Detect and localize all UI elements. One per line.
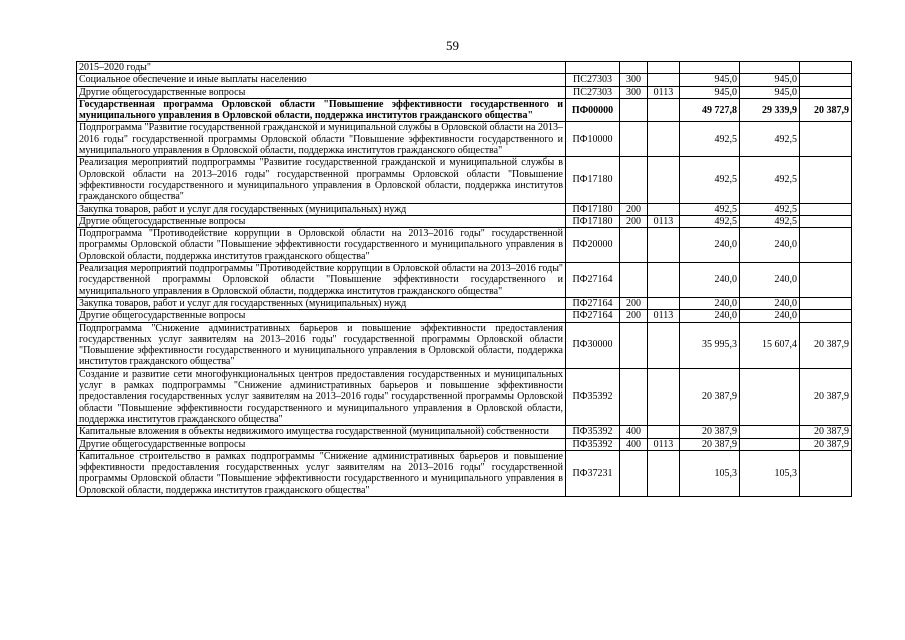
section-code <box>648 228 680 263</box>
row-name: Социальное обеспечение и иные выплаты населению <box>77 74 566 86</box>
row-name: Реализация мероприятий подпрограммы "Развитие государственной гражданской и муниципальной службы в Орловской области на 2013–2016 годы" государственной программы Орловской области "Повышение эффективности государственного и муниципального управления в Орловской области, поддержка институтов гражданского общества" <box>77 157 566 203</box>
amount-total: 20 387,9 <box>680 438 740 450</box>
table-row <box>77 86 852 98</box>
amount-total: 492,5 <box>680 122 740 157</box>
amount-total: 240,0 <box>680 297 740 309</box>
amount-regional: 492,5 <box>740 203 800 215</box>
table-row <box>77 297 852 309</box>
expense-type: 200 <box>620 203 648 215</box>
amount-federal <box>800 263 852 298</box>
section-code <box>648 368 680 425</box>
amount-regional: 240,0 <box>740 310 800 322</box>
target-code: ПФ20000 <box>566 228 620 263</box>
table-row <box>77 438 852 450</box>
amount-federal: 20 387,9 <box>800 322 852 368</box>
table-row <box>77 215 852 227</box>
section-code <box>648 263 680 298</box>
amount-total: 945,0 <box>680 86 740 98</box>
target-code: ПФ30000 <box>566 322 620 368</box>
amount-federal: 20 387,9 <box>800 368 852 425</box>
row-name: Капитальные вложения в объекты недвижимого имущества государственной (муниципальной) собственности <box>77 426 566 438</box>
target-code: ПФ37231 <box>566 450 620 496</box>
amount-federal <box>800 228 852 263</box>
target-code: ПФ17180 <box>566 203 620 215</box>
amount-federal <box>800 86 852 98</box>
row-name: Реализация мероприятий подпрограммы "Противодействие коррупции в Орловской области на 2013–2016 годы" государственной программы Орловской области "Повышение эффективности государственного и муниципального управления в Орловской области, поддержка институтов гражданского общества" <box>77 263 566 298</box>
target-code: ПФ27164 <box>566 310 620 322</box>
amount-federal <box>800 122 852 157</box>
amount-federal <box>800 450 852 496</box>
row-name: Закупка товаров, работ и услуг для государственных (муниципальных) нужд <box>77 203 566 215</box>
amount-federal: 20 387,9 <box>800 426 852 438</box>
expense-type <box>620 263 648 298</box>
table-row <box>77 450 852 496</box>
amount-regional: 240,0 <box>740 228 800 263</box>
section-code <box>648 203 680 215</box>
target-code: ПФ27164 <box>566 297 620 309</box>
row-name: Закупка товаров, работ и услуг для государственных (муниципальных) нужд <box>77 297 566 309</box>
target-code: ПФ17180 <box>566 157 620 203</box>
row-name: Создание и развитие сети многофункциональных центров предоставления государственных и муниципальных услуг в рамках подпрограммы "Снижение административных барьеров и повышение эффективности предоставления государственных услуг заявителям на 2013–2016 годы" государственной программы Орловской области "Повышение эффективности государственного и муниципального управления в Орловской области, поддержка институтов гражданского общества" <box>77 368 566 425</box>
amount-total: 20 387,9 <box>680 368 740 425</box>
row-name: Подпрограмма "Противодействие коррупции в Орловской области на 2013–2016 годы" государственной программы Орловской области "Повышение эффективности государственного и муниципального управления в Орловской области, поддержка институтов гражданского общества" <box>77 228 566 263</box>
amount-total: 240,0 <box>680 310 740 322</box>
amount-regional: 29 339,9 <box>740 98 800 122</box>
table-row <box>77 263 852 298</box>
amount-regional: 492,5 <box>740 215 800 227</box>
expense-type <box>620 98 648 122</box>
row-name: 2015–2020 годы" <box>77 62 566 74</box>
table-row <box>77 98 852 122</box>
row-name: Другие общегосударственные вопросы <box>77 215 566 227</box>
expense-type: 300 <box>620 74 648 86</box>
row-name: Подпрограмма "Снижение административных барьеров и повышение эффективности предоставления государственных услуг заявителям на 2013–2016 годы" государственной программы Орловской области "Повышение эффективности государственного и муниципального управления в Орловской области, поддержка институтов гражданского общества" <box>77 322 566 368</box>
table-row <box>77 122 852 157</box>
target-code: ПФ27164 <box>566 263 620 298</box>
target-code: ПФ35392 <box>566 438 620 450</box>
amount-federal: 20 387,9 <box>800 438 852 450</box>
expense-type: 300 <box>620 86 648 98</box>
table-body <box>77 62 852 497</box>
expense-type <box>620 322 648 368</box>
expense-type: 400 <box>620 426 648 438</box>
section-code: 0113 <box>648 310 680 322</box>
table-row <box>77 426 852 438</box>
section-code <box>648 98 680 122</box>
row-name: Другие общегосударственные вопросы <box>77 86 566 98</box>
amount-regional: 945,0 <box>740 86 800 98</box>
table-row <box>77 310 852 322</box>
table-row <box>77 322 852 368</box>
section-code <box>648 322 680 368</box>
target-code <box>566 62 620 74</box>
section-code <box>648 297 680 309</box>
table-row <box>77 74 852 86</box>
section-code <box>648 426 680 438</box>
section-code <box>648 122 680 157</box>
amount-federal <box>800 62 852 74</box>
target-code: ПС27303 <box>566 74 620 86</box>
table-row <box>77 203 852 215</box>
amount-federal: 20 387,9 <box>800 98 852 122</box>
amount-regional: 105,3 <box>740 450 800 496</box>
amount-total: 492,5 <box>680 157 740 203</box>
target-code: ПФ10000 <box>566 122 620 157</box>
amount-federal <box>800 297 852 309</box>
amount-total: 20 387,9 <box>680 426 740 438</box>
amount-total: 240,0 <box>680 228 740 263</box>
table-row <box>77 228 852 263</box>
amount-federal <box>800 157 852 203</box>
amount-federal <box>800 310 852 322</box>
expense-type <box>620 368 648 425</box>
amount-federal <box>800 215 852 227</box>
target-code: ПФ17180 <box>566 215 620 227</box>
expense-type: 200 <box>620 310 648 322</box>
target-code: ПФ35392 <box>566 426 620 438</box>
amount-regional: 492,5 <box>740 157 800 203</box>
expense-type <box>620 62 648 74</box>
amount-total: 105,3 <box>680 450 740 496</box>
expense-type <box>620 122 648 157</box>
page-number: 59 <box>446 38 459 53</box>
amount-federal <box>800 74 852 86</box>
amount-federal <box>800 203 852 215</box>
row-name: Капитальное строительство в рамках подпрограммы "Снижение административных барьеров и повышение эффективности предоставления государственных услуг заявителям на 2013–2016 годы" государственной программы Орловской области "Повышение эффективности государственного и муниципального управления в Орловской области, поддержка институтов гражданского общества" <box>77 450 566 496</box>
row-name: Подпрограмма "Развитие государственной гражданской и муниципальной службы в Орловской области на 2013–2016 годы" государственной программы Орловской области "Повышение эффективности государственного и муниципального управления в Орловской области, поддержка институтов гражданского общества" <box>77 122 566 157</box>
section-code: 0113 <box>648 438 680 450</box>
section-code <box>648 157 680 203</box>
table-row <box>77 368 852 425</box>
amount-regional: 492,5 <box>740 122 800 157</box>
row-name: Другие общегосударственные вопросы <box>77 310 566 322</box>
amount-regional <box>740 438 800 450</box>
section-code <box>648 62 680 74</box>
amount-regional: 240,0 <box>740 297 800 309</box>
section-code: 0113 <box>648 86 680 98</box>
budget-table <box>76 61 852 497</box>
amount-total: 945,0 <box>680 74 740 86</box>
target-code: ПФ35392 <box>566 368 620 425</box>
amount-regional <box>740 368 800 425</box>
target-code: ПФ00000 <box>566 98 620 122</box>
section-code <box>648 74 680 86</box>
table-row <box>77 62 852 74</box>
row-name: Другие общегосударственные вопросы <box>77 438 566 450</box>
expense-type <box>620 450 648 496</box>
amount-total: 492,5 <box>680 203 740 215</box>
amount-total: 492,5 <box>680 215 740 227</box>
amount-total: 49 727,8 <box>680 98 740 122</box>
amount-regional <box>740 426 800 438</box>
amount-regional <box>740 62 800 74</box>
row-name: Государственная программа Орловской области "Повышение эффективности государственного и муниципального управления в Орловской области, поддержка институтов гражданского общества" <box>77 98 566 122</box>
table-row <box>77 157 852 203</box>
section-code: 0113 <box>648 215 680 227</box>
expense-type: 200 <box>620 297 648 309</box>
section-code <box>648 450 680 496</box>
target-code: ПС27303 <box>566 86 620 98</box>
amount-total: 240,0 <box>680 263 740 298</box>
amount-regional: 945,0 <box>740 74 800 86</box>
amount-total <box>680 62 740 74</box>
expense-type <box>620 157 648 203</box>
amount-total: 35 995,3 <box>680 322 740 368</box>
expense-type <box>620 228 648 263</box>
amount-regional: 240,0 <box>740 263 800 298</box>
expense-type: 400 <box>620 438 648 450</box>
amount-regional: 15 607,4 <box>740 322 800 368</box>
expense-type: 200 <box>620 215 648 227</box>
